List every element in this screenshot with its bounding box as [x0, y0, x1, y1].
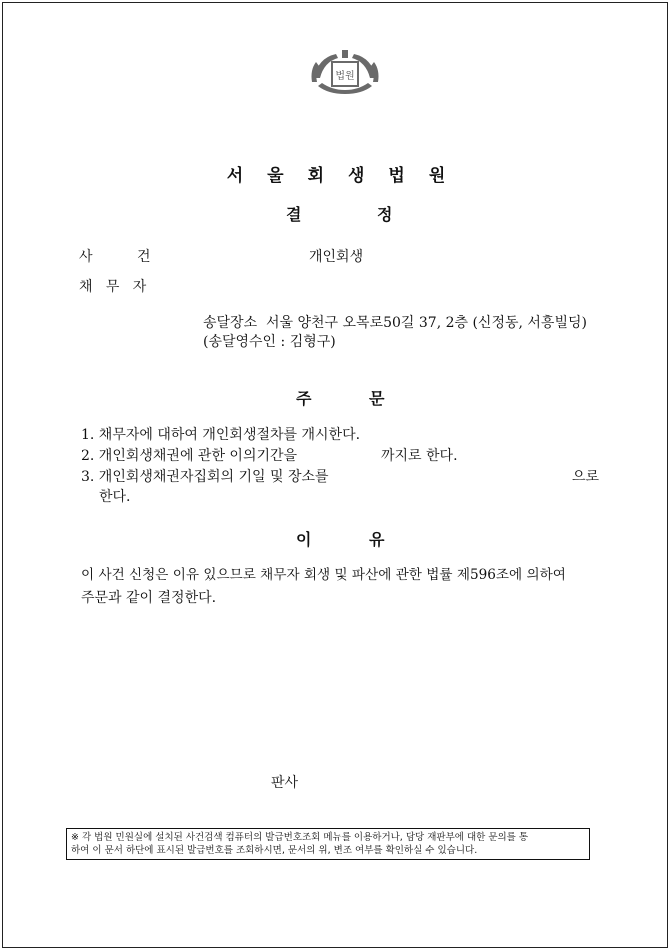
- case-type: 개인회생: [309, 249, 364, 265]
- case-label: 사 건: [79, 249, 151, 265]
- order-item-3-end: 으로: [572, 469, 600, 485]
- order-heading-part2: 문: [369, 389, 385, 408]
- reason-heading-part1: 이: [296, 530, 312, 549]
- reason-heading-part2: 유: [369, 530, 385, 549]
- doc-title-part2: 정: [377, 205, 393, 224]
- doc-title-part1: 결: [286, 205, 302, 224]
- service-address: 송달장소 서울 양천구 오목로50길 37, 2층 (신정동, 서흥빌딩): [203, 315, 587, 331]
- document-page: [2, 2, 668, 948]
- debtor-label: 채 무 자: [79, 279, 147, 295]
- order-item-3-continuation: 한다.: [99, 489, 131, 505]
- order-item-2-end: 까지로 한다.: [381, 448, 458, 464]
- judge-label: 판사: [271, 775, 299, 791]
- notice-line-2: 하여 이 문서 하단에 표시된 발급번호를 조회하시면, 문서의 위, 변조 여부를 확인하실 수 있습니다.: [71, 845, 478, 856]
- order-heading-part1: 주: [296, 389, 312, 408]
- service-recipient: (송달영수인 : 김형구): [203, 334, 336, 350]
- notice-line-1: ※ 각 법원 민원실에 설치된 사건검색 컴퓨터의 발급번호조회 메뉴를 이용하거나, 담당 재판부에 대한 문의를 통: [71, 832, 529, 843]
- verification-notice: [66, 828, 590, 860]
- order-item-2-start: 2. 개인회생채권에 관한 이의기간을: [81, 448, 298, 464]
- reason-line-1: 이 사건 신청은 이유 있으므로 채무자 회생 및 파산에 관한 법률 제596조에 의하여: [81, 567, 566, 583]
- emblem-text: 법원: [335, 71, 355, 82]
- reason-line-2: 주문과 같이 결정한다.: [81, 590, 217, 606]
- court-emblem-icon: [308, 48, 382, 98]
- order-item-1: 1. 채무자에 대하여 개인회생절차를 개시한다.: [81, 427, 361, 443]
- court-name: 서울회생법원: [226, 166, 470, 186]
- order-item-3-start: 3. 개인회생채권자집회의 기일 및 장소를: [81, 469, 329, 485]
